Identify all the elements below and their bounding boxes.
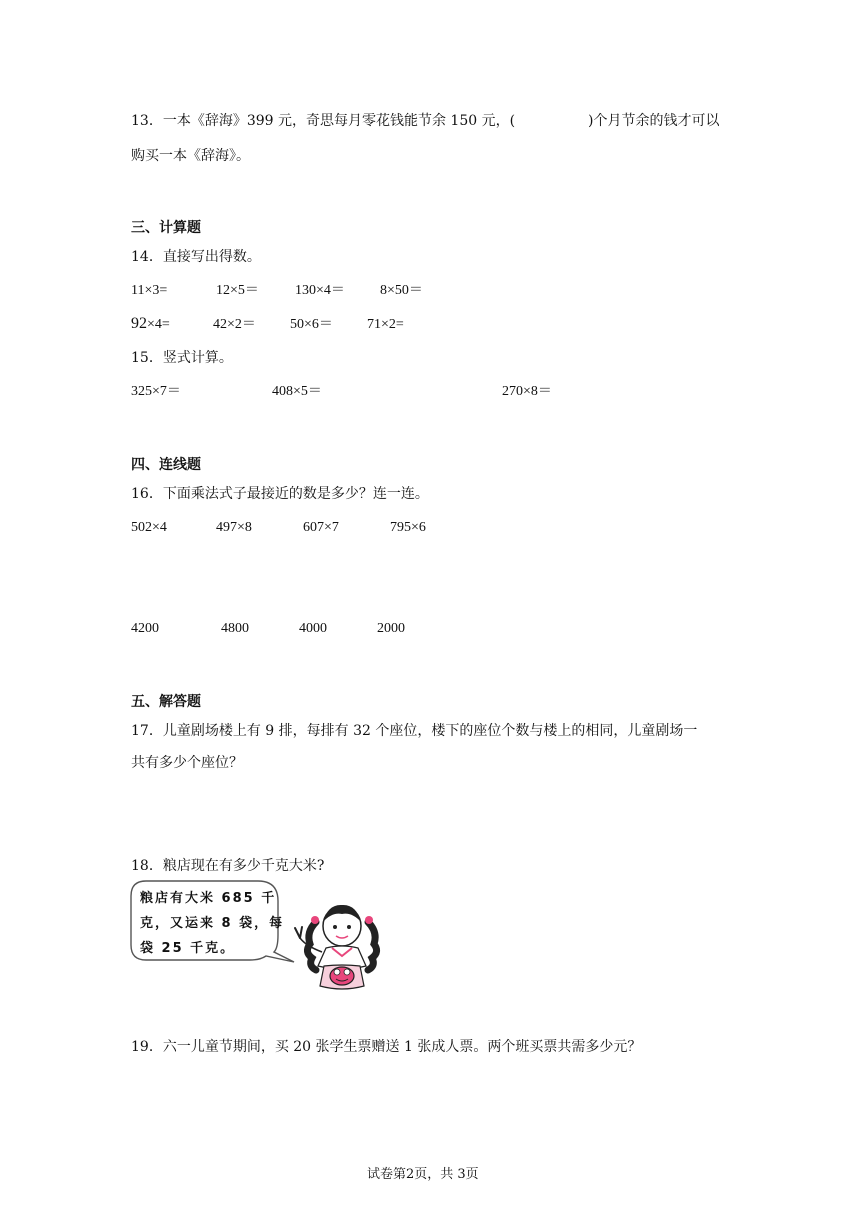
q15-expr: 325×7＝ [131, 384, 181, 399]
q18-prompt: 18．粮店现在有多少千克大米? [131, 858, 325, 874]
q14-expr: 12×5＝ [216, 283, 259, 298]
speech-bubble-line: 粮店有大米 685 千 [140, 891, 277, 906]
speech-bubble-line: 袋 25 千克。 [140, 941, 236, 956]
girl-illustration [292, 894, 392, 994]
q16-number: 4000 [299, 621, 327, 636]
q16-expression: 502×4 [131, 520, 167, 535]
q16-number: 4800 [221, 621, 249, 636]
q14-expr-big-digits: 92 [131, 315, 147, 332]
q15-expr: 408×5＝ [272, 384, 322, 399]
page-footer: 试卷第2页，共 3页 [367, 1167, 479, 1182]
q14-expr: 130×4＝ [295, 283, 345, 298]
q13-line2: 购买一本《辞海》。 [131, 148, 250, 164]
q16-number: 2000 [377, 621, 405, 636]
q16-expression: 497×8 [216, 520, 252, 535]
q13-line1-part2: )个月节余的钱才可以 [588, 113, 720, 129]
q16-expression: 795×6 [390, 520, 426, 535]
q17-line2: 共有多少个座位？ [131, 755, 243, 771]
section-title-calculation: 三、计算题 [131, 220, 201, 236]
q14-prompt: 14．直接写出得数。 [131, 249, 261, 265]
section-title-word-problems: 五、解答题 [131, 694, 201, 710]
q15-expr: 270×8＝ [502, 384, 552, 399]
q13-line1-part1: 13．一本《辞海》399 元，奇思每月零花钱能节余 150 元，( [131, 113, 516, 129]
q16-number: 4200 [131, 621, 159, 636]
q17-line1: 17．儿童剧场楼上有 9 排，每排有 32 个座位，楼下的座位个数与楼上的相同，儿童剧场一 [131, 723, 698, 739]
q16-expression: 607×7 [303, 520, 339, 535]
q15-prompt: 15．竖式计算。 [131, 350, 233, 366]
q14-expr: 8×50＝ [380, 283, 423, 298]
q16-prompt: 16．下面乘法式子最接近的数是多少？连一连。 [131, 486, 429, 502]
q14-expr: 42×2＝ [213, 317, 256, 332]
q14-expr: 71×2= [367, 317, 404, 332]
q19-prompt: 19．六一儿童节期间，买 20 张学生票赠送 1 张成人票。两个班买票共需多少元？ [131, 1039, 642, 1055]
q14-expr [131, 316, 170, 332]
section-title-matching: 四、连线题 [131, 457, 201, 473]
q14-expr: 50×6＝ [290, 317, 333, 332]
speech-bubble-line: 克，又运来 8 袋，每 [140, 916, 285, 931]
q14-expr-rest: ×4= [147, 317, 170, 332]
speech-bubble-text [140, 886, 284, 961]
q14-expr: 11×3= [131, 283, 168, 298]
